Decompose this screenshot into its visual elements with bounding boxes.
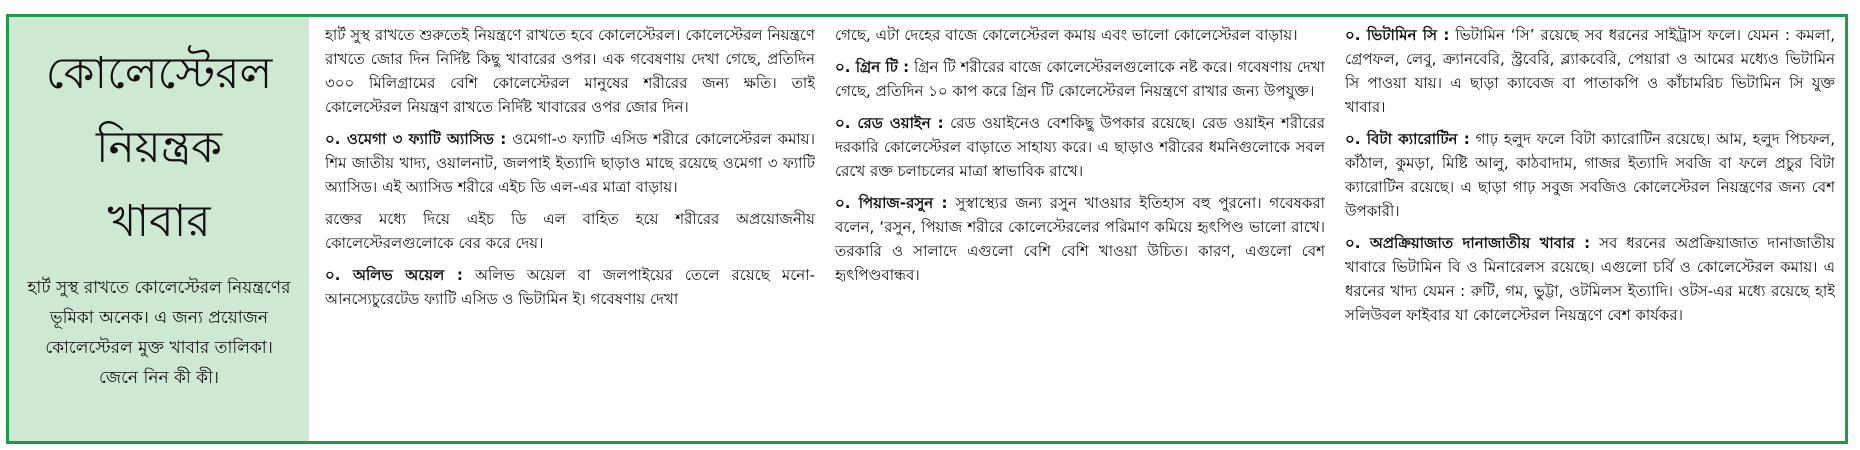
paragraph-heading: ০. রেড ওয়াইন : <box>835 114 944 132</box>
title-line-1: কোলেস্টেরল <box>45 48 273 99</box>
paragraph-heading: ০. অলিভ অয়েল : <box>325 266 463 284</box>
paragraph-heading: ০. ভিটামিন সি : <box>1345 26 1450 44</box>
paragraph <box>835 191 1325 287</box>
sidebar-panel <box>9 17 309 441</box>
paragraph-text: রক্তের মধ্যে দিয়ে এইচ ডি এল বাহিত হয়ে শরীরের অপ্রয়োজনীয় কোলেস্টেরলগুলোকে বের করে দেয়। <box>325 210 815 252</box>
paragraph-text: গাঢ় হলুদ ফলে বিটা ক্যারোটিন রয়েছে। আম, হলুদ পিচফল, কাঁঠাল, কুমড়া, মিষ্টি আলু, কাঠবাদাম, গাজর ইত্যাদি সবজি বা ফলে প্রচুর বিটা ক্যারোটিন রয়েছে। এ ছাড়া গাঢ় সবুজ সবজিও কোলেস্টেরল নিয়ন্ত্রণের জন্য বেশ উপকারী। <box>1345 130 1835 220</box>
column-1 <box>325 23 815 441</box>
sidebar-intro: হার্ট সুস্থ রাখতে কোলেস্টেরল নিয়ন্ত্রণের ভূমিকা অনেক। এ জন্য প্রয়োজন কোলেস্টেরল মুক্ত খাবার তালিকা। জেনে নিন কী কী। <box>27 278 291 388</box>
paragraph-text: ওমেগা-৩ ফ্যাটি এসিড শরীরে কোলেস্টেরল কমায়। শিম জাতীয় খাদ্য, ওয়ালনাট, জলপাই ইত্যাদি ছাড়াও মাছে রয়েছে ওমেগা ৩ ফ্যাটি অ্যাসিড। এই অ্যাসিড শরীরে এইচ ডি এল-এর মাত্রা বাড়ায়। <box>325 130 815 196</box>
paragraph-heading: ০. পিয়াজ-রসুন : <box>835 194 948 212</box>
paragraph <box>325 207 815 255</box>
paragraph-heading: ০. ওমেগা ৩ ফ্যাটি অ্যাসিড : <box>325 130 507 148</box>
paragraph <box>325 23 815 119</box>
paragraph <box>325 127 815 199</box>
paragraph-text: হার্ট সুস্থ রাখতে শুরুতেই নিয়ন্ত্রণে রাখতে হবে কোলেস্টেরল। কোলেস্টেরল নিয়ন্ত্রণে রাখতে জোর দিন নির্দিষ্ট কিছু খাবারের ওপর। এক গবেষণায় দেখা গেছে, প্রতিদিন ৩০০ মিলিগ্রামের বেশি কোলেস্টেরল মানুষের শরীরের জন্য ক্ষতি। তাই কোলেস্টেরল নিয়ন্ত্রণ রাখতে নির্দিষ্ট খাবারের ওপর জোর দিন। <box>325 26 815 116</box>
article-body <box>325 23 1835 441</box>
paragraph-text: গ্রিন টি শরীরের বাজে কোলেস্টেরলগুলোকে নষ্ট করে। গবেষণায় দেখা গেছে, প্রতিদিন ১০ কাপ করে গ্রিন টি কোলেস্টেরল নিয়ন্ত্রণে রাখার জন্য উপযুক্ত। <box>835 58 1325 100</box>
paragraph <box>1345 127 1835 223</box>
paragraph-text: ভিটামিন ‘সি’ রয়েছে সব ধরনের সাইট্রাস ফলে। যেমন : কমলা, গ্রেপফল, লেবু, ক্র্যানবেরি, স্ট্রবেরি, ব্ল্যাকবেরি, পেয়ারা ও আমের মধ্যেও ভিটামিন সি পাওয়া যায়। এ ছাড়া ক্যাবেজ বা পাতাকপি ও কাঁচামরিচ ভিটামিন সি যুক্ত খাবার। <box>1345 26 1835 116</box>
paragraph-text: অলিভ অয়েল বা জলপাইয়ের তেলে রয়েছে মনো-আনস্যেচুরেটেড ফ্যাটি এসিড ও ভিটামিন ই। গবেষণায় দেখা <box>325 266 815 308</box>
paragraph <box>325 263 815 311</box>
title-line-2: নিয়ন্ত্রক <box>95 122 223 173</box>
paragraph-text: রেড ওয়াইনেও বেশকিছু উপকার রয়েছে। রেড ওয়াইন শরীরের দরকারি কোলেস্টেরল বাড়াতে সাহায্য করে। এ ছাড়াও শরীরের ধমনিগুলোকে সবল রেখে রক্ত চলাচলের মাত্রা স্বাভাবিক রাখে। <box>835 114 1325 180</box>
paragraph <box>835 55 1325 103</box>
title-line-3: খাবার <box>107 196 211 247</box>
paragraph-heading: ০. গ্রিন টি : <box>835 58 910 76</box>
paragraph <box>835 23 1325 47</box>
paragraph-text: গেছে, এটা দেহের বাজে কোলেস্টেরল কমায় এবং ভালো কোলেস্টেরল বাড়ায়। <box>835 26 1298 44</box>
paragraph <box>1345 23 1835 119</box>
column-3 <box>1345 23 1835 441</box>
paragraph-text: সুস্বাস্থ্যের জন্য রসুন খাওয়ার ইতিহাস বহু পুরনো। গবেষকরা বলেন, ‘রসুন, পিয়াজ শরীরে কোলেস্টেরলের পরিমাণ কমিয়ে হৃৎপিণ্ড ভালো রাখে। তরকারি ও সালাদে এগুলো বেশি বেশি খাওয়া উচিত। কারণ, এগুলো বেশ হৃৎপিণ্ডবান্ধব। <box>835 194 1325 284</box>
paragraph <box>835 111 1325 183</box>
column-2 <box>835 23 1325 441</box>
article-frame <box>6 14 1848 444</box>
paragraph-heading: ০. অপ্রক্রিয়াজাত দানাজাতীয় খাবার : <box>1345 234 1591 252</box>
paragraph-heading: ০. বিটা ক্যারোটিন : <box>1345 130 1470 148</box>
paragraph <box>1345 231 1835 327</box>
paragraph-text: সব ধরনের অপ্রক্রিয়াজাত দানাজাতীয় খাবারে ভিটামিন বি ও মিনারেলস রয়েছে। এগুলো চর্বি ও কোলেস্টেরল কমায়। এ ধরনের খাদ্য যেমন : রুটি, গম, ভুট্টা, ওটমিলস ইত্যাদি। ওটস-এর মধ্যে রয়েছে হাই সলিউবল ফাইবার যা কোলেস্টেরল নিয়ন্ত্রণে বেশ কার্যকর। <box>1345 234 1835 324</box>
article-title <box>25 37 293 259</box>
